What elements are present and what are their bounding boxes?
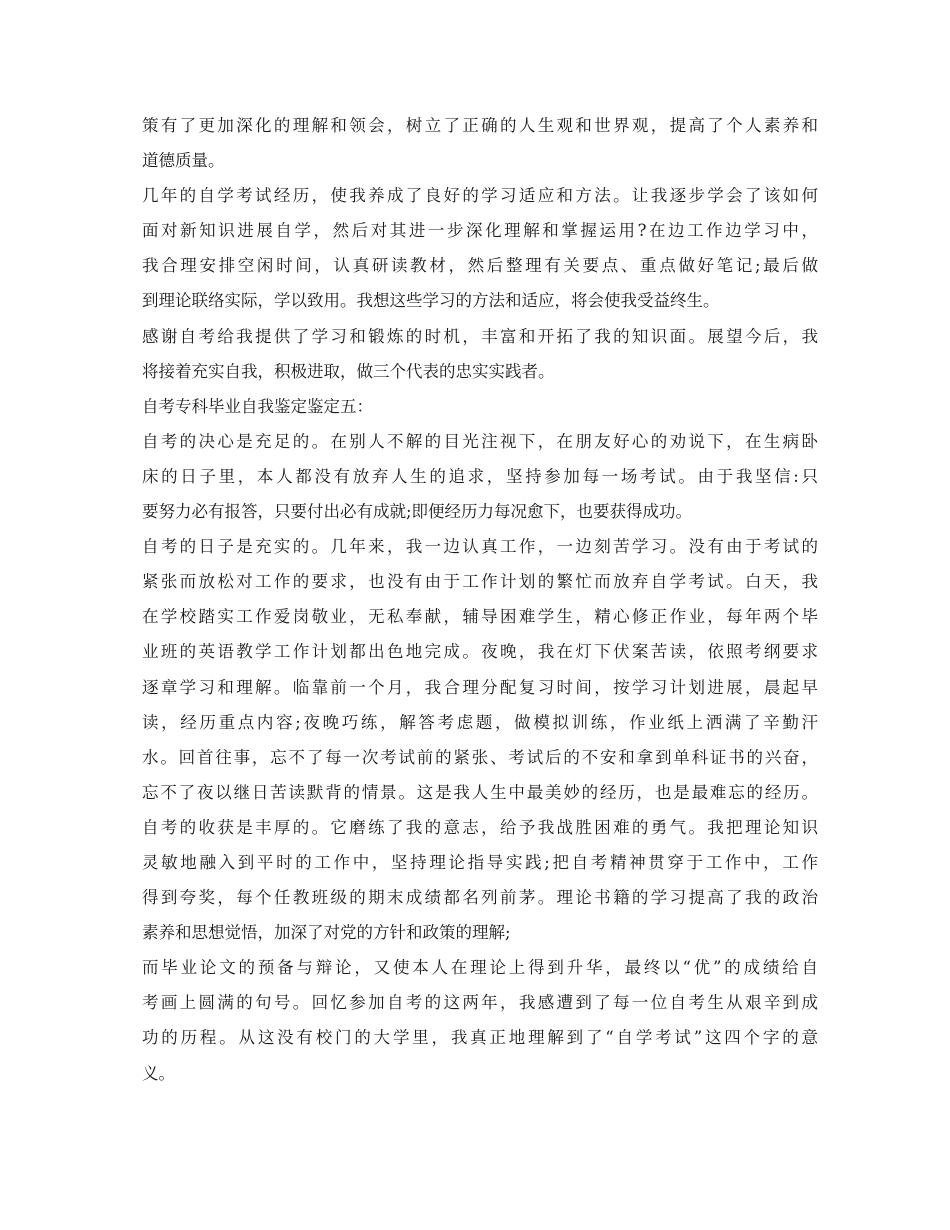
text-line: 水。回首往事，忘不了每一次考试前的紧张、考试后的不安和拿到单科证书的兴奋， (142, 747, 818, 767)
document-body (142, 108, 818, 1091)
text-line: 得到夸奖，每个任教班级的期末成绩都名列前茅。理论书籍的学习提高了我的政治 (142, 888, 818, 908)
text-line: 读，经历重点内容;夜晚巧练，解答考虑题，做模拟训练，作业纸上洒满了辛勤汗 (142, 712, 818, 732)
text-line: 功的历程。从这没有校门的大学里，我真正地理解到了“自学考试”这四个字的意 (142, 1028, 818, 1048)
text-line: 考画上圆满的句号。回忆参加自考的这两年，我感遭到了每一位自考生从艰辛到成 (142, 993, 818, 1013)
text-line: 义。 (142, 1063, 175, 1083)
text-line: 自考专科毕业自我鉴定鉴定五： (142, 396, 373, 416)
text-line: 我合理安排空闲时间，认真研读教材，然后整理有关要点、重点做好笔记;最后做 (142, 256, 818, 276)
text-line: 道德质量。 (142, 151, 225, 171)
text-line: 面对新知识进展自学，然后对其进一步深化理解和掌握运用?在边工作边学习中， (142, 221, 818, 241)
text-line: 自考的决心是充足的。在别人不解的目光注视下，在朋友好心的劝说下，在生病卧 (142, 431, 818, 451)
text-line: 忘不了夜以继日苦读默背的情景。这是我人生中最美妙的经历，也是最难忘的经历。 (142, 782, 818, 802)
text-line: 灵敏地融入到平时的工作中，坚持理论指导实践;把自考精神贯穿于工作中，工作 (142, 852, 818, 872)
text-line: 素养和思想觉悟，加深了对党的方针和政策的理解; (142, 923, 511, 943)
text-line: 业班的英语教学工作计划都出色地完成。夜晚，我在灯下伏案苦读，依照考纲要求 (142, 642, 818, 662)
text-line: 要努力必有报答，只要付出必有成就;即便经历力每况愈下，也要获得成功。 (142, 502, 693, 522)
text-line: 几年的自学考试经历，使我养成了良好的学习适应和方法。让我逐步学会了该如何 (142, 186, 818, 206)
text-line: 自考的日子是充实的。几年来，我一边认真工作，一边刻苦学习。没有由于考试的 (142, 537, 818, 557)
text-line: 感谢自考给我提供了学习和锻炼的时机，丰富和开拓了我的知识面。展望今后，我 (142, 326, 818, 346)
text-line: 紧张而放松对工作的要求，也没有由于工作计划的繁忙而放弃自学考试。白天，我 (142, 572, 818, 592)
text-line: 逐章学习和理解。临靠前一个月，我合理分配复习时间，按学习计划进展，晨起早 (142, 677, 818, 697)
text-line: 而毕业论文的预备与辩论，又使本人在理论上得到升华，最终以“优”的成绩给自 (142, 958, 818, 978)
text-line: 策有了更加深化的理解和领会，树立了正确的人生观和世界观，提高了个人素养和 (142, 116, 818, 135)
text-line: 自考的收获是丰厚的。它磨练了我的意志，给予我战胜困难的勇气。我把理论知识 (142, 817, 818, 837)
text-line: 在学校踏实工作爱岗敬业，无私奉献，辅导困难学生，精心修正作业，每年两个毕 (142, 607, 818, 627)
text-line: 将接着充实自我，积极进取，做三个代表的忠实实践者。 (142, 361, 555, 381)
text-line: 床的日子里，本人都没有放弃人生的追求，坚持参加每一场考试。由于我坚信:只 (142, 466, 818, 486)
text-line: 到理论联络实际，学以致用。我想这些学习的方法和适应，将会使我受益终生。 (142, 291, 720, 311)
